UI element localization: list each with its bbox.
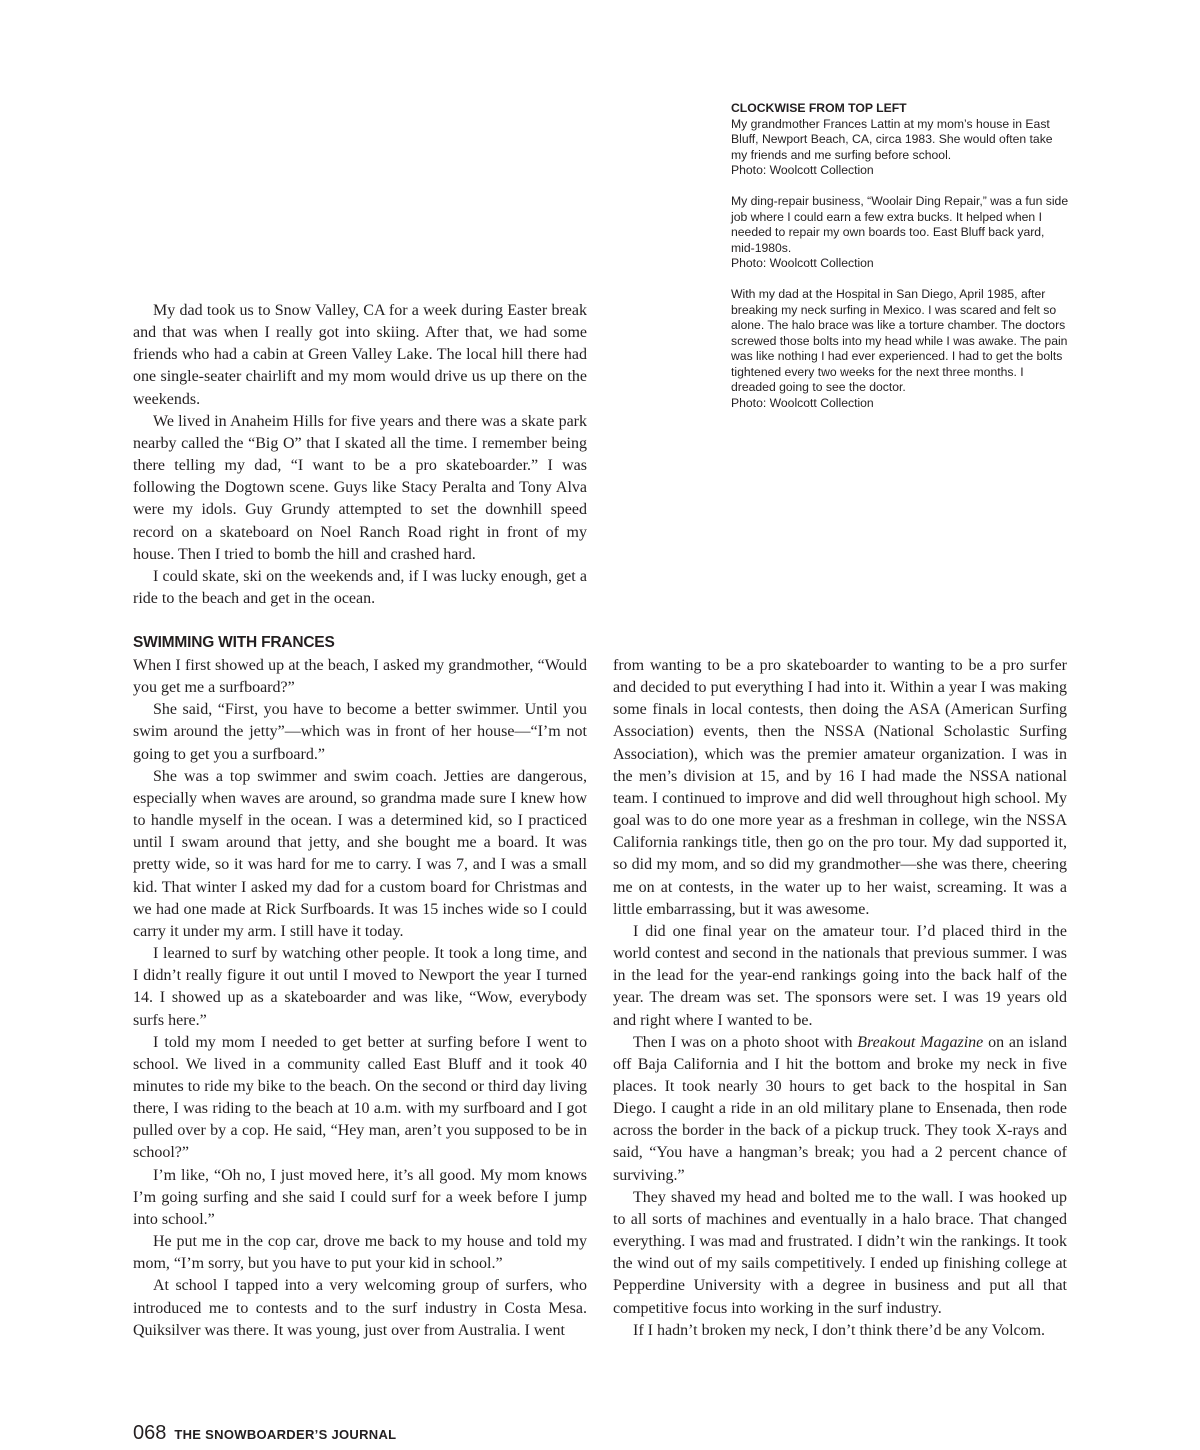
paragraph: I’m like, “Oh no, I just moved here, it’s all good. My mom knows I’m going surfing and she said I could surf for a week before I jump into school.”: [133, 1166, 587, 1228]
caption-text: With my dad at the Hospital in San Diego, April 1985, after breaking my neck surfing in Mexico. I was scared and felt so alone. The halo brace was like a torture chamber. The doctors screwed those bolts into my head while I was awake. The pain was like nothing I had ever experienced. I had to get the bolts tightened every two weeks for the next three months. I dreaded going to see the doctor. Photo: Woolcott Collection: [731, 287, 1068, 410]
paragraph: from wanting to be a pro skateboarder to wanting to be a pro surfer and decided to put everything I had into it. Within a year I was making some finals in local contests, then doing the ASA (American Surfing Association) events, then the NSSA (National Scholastic Surfing Association), which was the premier amateur organization. I was in the men’s division at 15, and by 16 I had made the NSSA national team. I continued to improve and did well throughout high school. My goal was to do one more year as a freshman in college, win the NSSA California rankings title, then go on the pro tour. My dad supported it, so did my mom, and so did my grandmother—she was there, cheering me on at contests, in the water up to her waist, screaming. It was a little embarrassing, but it was awesome.: [613, 657, 1067, 918]
photo-caption: [731, 101, 1071, 411]
publication-name: THE SNOWBOARDER’S JOURNAL: [174, 1427, 397, 1442]
paragraph: She was a top swimmer and swim coach. Jetties are dangerous, especially when waves are around, so grandma made sure I knew how to handle myself in the ocean. I was a determined kid, so I practiced until I swam around that jetty, and she bought me a board. It was pretty wide, so it was hard for me to carry. I was 7, and I was a small kid. That winter I asked my dad for a custom board for Christmas and we had one made at Rick Surfboards. It was 15 inches wide so I could carry it under my arm. I still have it today.: [133, 767, 587, 940]
page-number: 068: [133, 1422, 167, 1444]
caption-title: CLOCKWISE FROM TOP LEFT: [731, 101, 907, 115]
paragraph: I did one final year on the amateur tour. I’d placed third in the world contest and second in the nationals that previous summer. I was in the lead for the year-end rankings going into the back half of the year. The dream was set. The sponsors were set. I was 19 years old and right where I wanted to be.: [613, 922, 1067, 1029]
caption-item: [731, 194, 1071, 272]
paragraph: [613, 1032, 1067, 1187]
section-heading: SWIMMING WITH FRANCES: [133, 634, 335, 651]
caption-text: My ding-repair business, “Woolair Ding Repair,” was a fun side job where I could earn a few extra bucks. It helped when I needed to repair my own boards too. East Bluff back yard, mid-1980s. Photo: Woolcott Collection: [731, 194, 1069, 270]
paragraph: They shaved my head and bolted me to the wall. I was hooked up to all sorts of machines and eventually in a halo brace. That changed everything. I was mad and frustrated. I didn’t win the rankings. It took the wind out of my sails competitively. I ended up finishing college at Pepperdine University with a degree in business and put all that competitive focus into working in the surf industry.: [613, 1188, 1067, 1317]
caption-item: [731, 117, 1071, 179]
paragraph-text: on an island off Baja California and I hit the bottom and broke my neck in five places. It took nearly 30 hours to get back to the hospital in San Diego. I caught a ride in an old military plane to Ensenada, then rode across the border in the back of a pickup truck. They took X-rays and said, “You have a hangman’s break; you had a 2 percent chance of surviving.”: [613, 1033, 1068, 1184]
paragraph: I learned to surf by watching other people. It took a long time, and I didn’t really figure it out until I moved to Newport the year I turned 14. I showed up as a skateboarder and was like, “Wow, everybody surfs here.”: [133, 945, 587, 1029]
paragraph: If I hadn’t broken my neck, I don’t think there’d be any Volcom.: [633, 1321, 1046, 1339]
magazine-title: Breakout Magazine: [857, 1033, 984, 1051]
page-footer: [133, 1422, 396, 1445]
paragraph: My dad took us to Snow Valley, CA for a week during Easter break and that was when I really got into skiing. After that, we had some friends who had a cabin at Green Valley Lake. The local hill there had one single-seater chairlift and my mom would drive us up there on the weekends.: [133, 302, 587, 408]
caption-text: My grandmother Frances Lattin at my mom’s house in East Bluff, Newport Beach, CA, circa 1983. She would often take my friends and me surfing before school. Photo: Woolcott Collection: [731, 116, 1053, 177]
paragraph: When I first showed up at the beach, I asked my grandmother, “Would you get me a surfboard?”: [133, 657, 587, 697]
paragraph-text: Then I was on a photo shoot with: [633, 1033, 858, 1051]
paragraph: At school I tapped into a very welcoming group of surfers, who introduced me to contests and to the surf industry in Costa Mesa. Quiksilver was there. It was young, just over from Australia. I went: [133, 1277, 587, 1339]
right-column: [613, 655, 1067, 1342]
intro-text: [133, 300, 587, 610]
paragraph: She said, “First, you have to become a better swimmer. Until you swim around the jetty”—which was in front of her house—“I’m not going to get you a surfboard.”: [133, 701, 587, 763]
left-column: [133, 655, 587, 1342]
paragraph: He put me in the cop car, drove me back to my house and told my mom, “I’m sorry, but you have to put your kid in school.”: [133, 1233, 587, 1273]
paragraph: I could skate, ski on the weekends and, if I was lucky enough, get a ride to the beach and get in the ocean.: [133, 567, 587, 608]
caption-item: [731, 287, 1071, 411]
paragraph: I told my mom I needed to get better at surfing before I went to school. We lived in a community called East Bluff and it took 40 minutes to ride my bike to the beach. On the second or third day living there, I was riding to the beach at 10 a.m. with my surfboard and I got pulled over by a cop. He said, “Hey man, aren’t you supposed to be in school?”: [133, 1033, 587, 1162]
paragraph: We lived in Anaheim Hills for five years and there was a skate park nearby called the “Big O” that I skated all the time. I remember being there telling my dad, “I want to be a pro skateboarder.” I was following the Dogtown scene. Guys like Stacy Peralta and Tony Alva were my idols. Guy Grundy attempted to set the downhill speed record on a skateboard on Noel Ranch Road right in front of my house. Then I tried to bomb the hill and crashed hard.: [133, 412, 587, 563]
